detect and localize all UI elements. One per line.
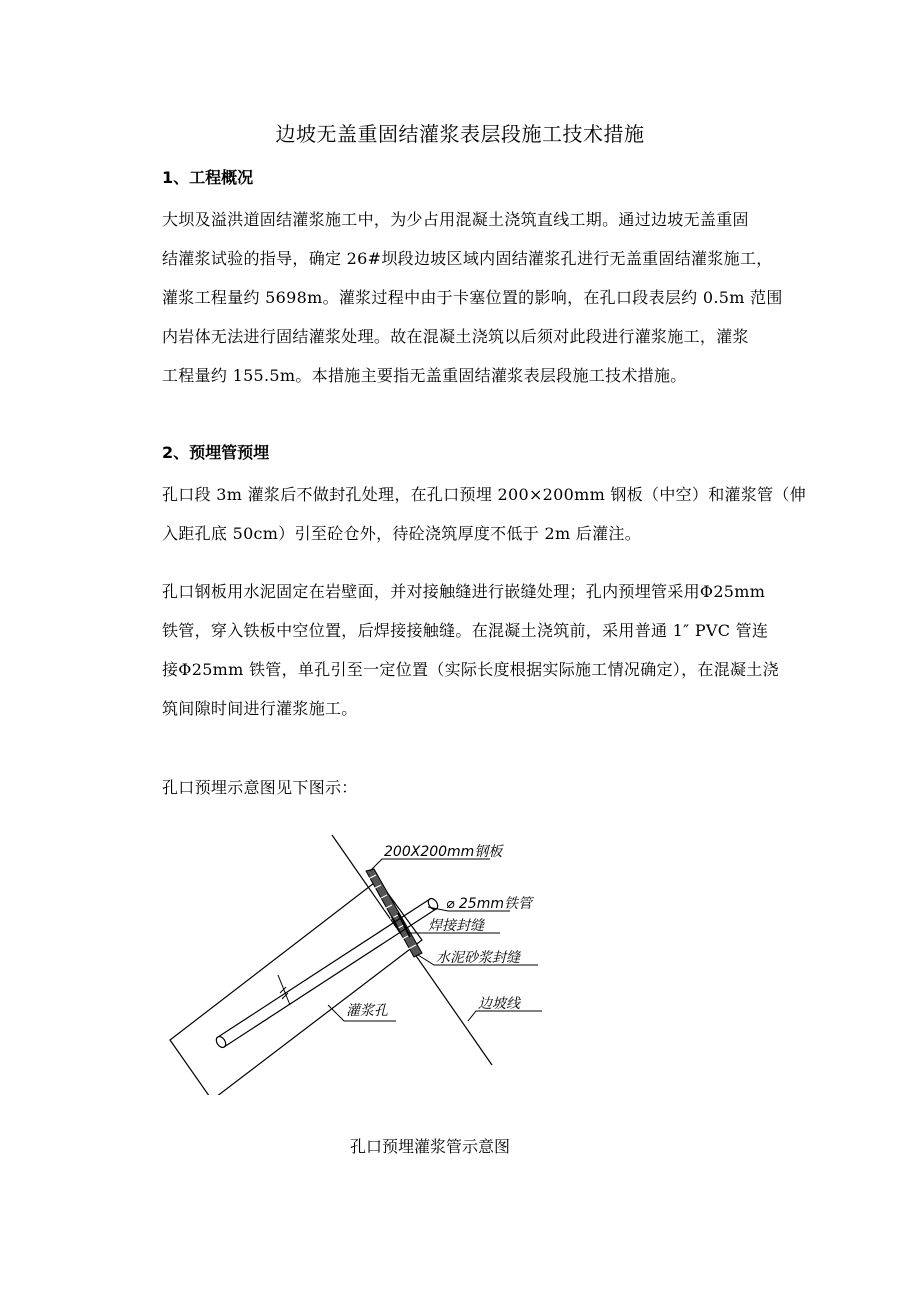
- mortar-seal-label: 水泥砂浆封缝: [436, 950, 520, 966]
- section-1-paragraph: [162, 200, 826, 395]
- paragraph-line: 接Φ25mm 铁管，单孔引至一定位置（实际长度根据实际施工情况确定），在混凝土浇: [162, 660, 779, 679]
- iron-pipe-label: ⌀ 25mm铁管: [446, 896, 532, 912]
- paragraph-line: 孔口钢板用水泥固定在岩壁面，并对接触缝进行嵌缝处理；孔内预埋管采用Φ25mm: [162, 582, 766, 601]
- paragraph-line: 孔口预埋示意图见下图示：: [162, 778, 358, 797]
- section-1-heading: 1、工程概况: [162, 168, 254, 187]
- section-2-paragraph-2: [162, 572, 826, 728]
- figure-caption: 孔口预埋灌浆管示意图: [349, 1137, 510, 1156]
- paragraph-line: 内岩体无法进行固结灌浆处理。故在混凝土浇筑以后须对此段进行灌浆施工，灌浆: [162, 327, 749, 346]
- steel-plate: [366, 869, 422, 957]
- section-2-heading: 2、预埋管预埋: [162, 443, 270, 462]
- section-2-paragraph-1: [162, 475, 826, 553]
- paragraph-line: 孔口段 3m 灌浆后不做封孔处理，在孔口预埋 200×200mm 钢板（中空）和灌浆管（伸: [162, 485, 807, 504]
- grout-hole-label: 灌浆孔: [346, 1003, 388, 1019]
- grout-pipe-diagram: [160, 825, 580, 1095]
- document-title: 边坡无盖重固结灌浆表层段施工技术措施: [275, 122, 645, 146]
- paragraph-line: 灌浆工程量约 5698m。灌浆过程中由于卡塞位置的影响，在孔口段表层约 0.5m 范围: [162, 288, 783, 307]
- paragraph-line: 筑间隙时间进行灌浆施工。: [162, 699, 358, 718]
- paragraph-line: 入距孔底 50cm）引至砼仓外，待砼浇筑厚度不低于 2m 后灌注。: [162, 524, 642, 543]
- pipe-break-mark: [278, 975, 290, 1005]
- weld-seal-label: 焊接封缝: [428, 918, 484, 934]
- steel-plate-label: 200X200mm钢板: [384, 844, 503, 860]
- grout-hole-outline: [170, 880, 422, 1095]
- slope-line-label: 边坡线: [478, 996, 520, 1012]
- diagram-svg: [160, 825, 580, 1095]
- paragraph-line: 大坝及溢洪道固结灌浆施工中，为少占用混凝土浇筑直线工期。通过边坡无盖重固: [162, 210, 749, 229]
- section-2-paragraph-3: [162, 768, 826, 807]
- paragraph-line: 铁管，穿入铁板中空位置，后焊接接触缝。在混凝土浇筑前，采用普通 1″ PVC 管连: [162, 621, 769, 640]
- paragraph-line: 工程量约 155.5m。本措施主要指无盖重固结灌浆表层段施工技术措施。: [162, 366, 687, 385]
- paragraph-line: 结灌浆试验的指导，确定 26#坝段边坡区域内固结灌浆孔进行无盖重固结灌浆施工，: [162, 249, 773, 268]
